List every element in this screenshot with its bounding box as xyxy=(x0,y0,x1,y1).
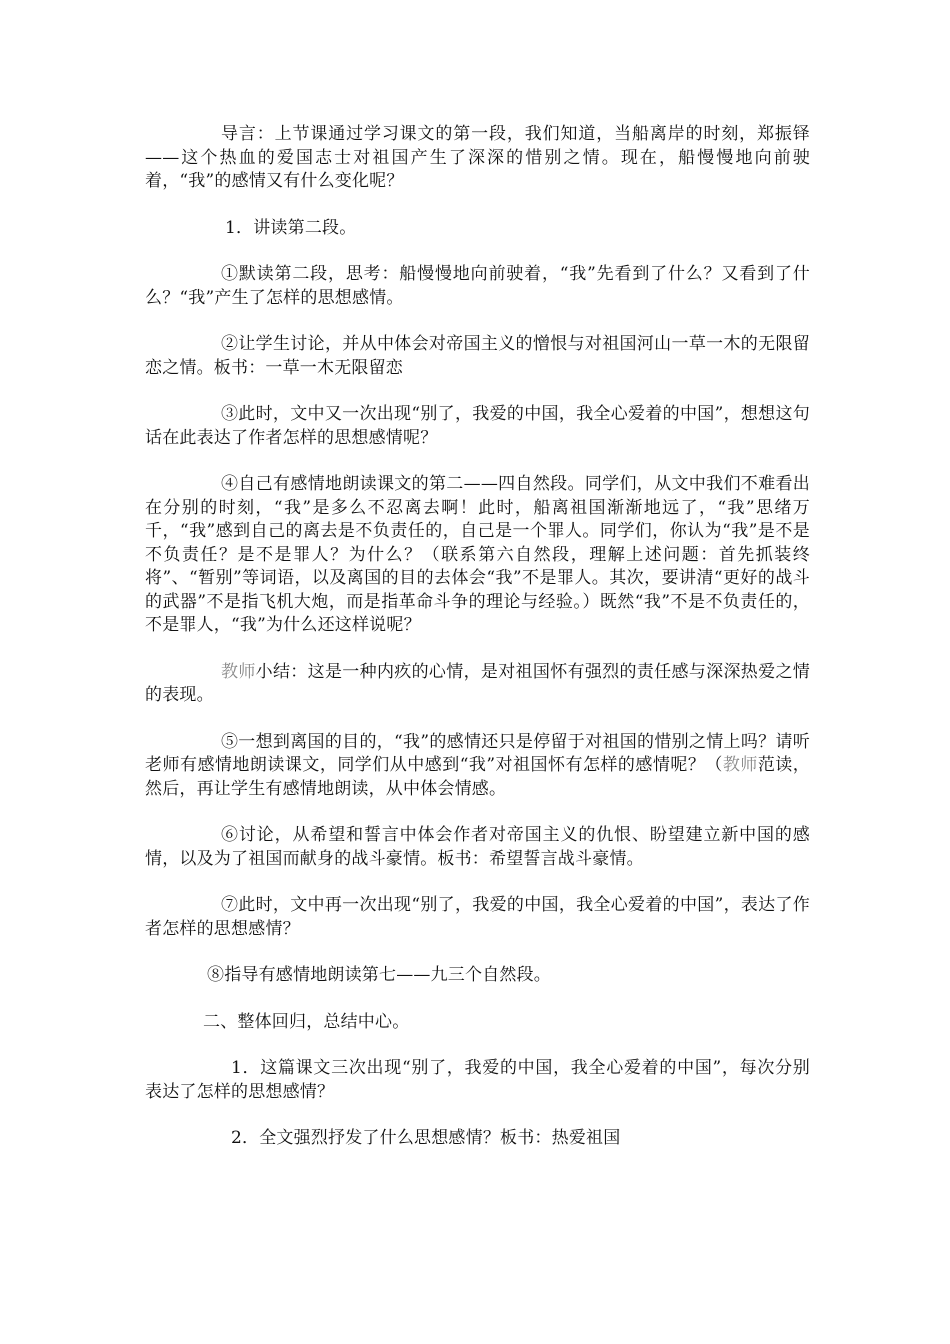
teacher-label: 教师 xyxy=(221,661,256,682)
question-2: 2．全文强烈抒发了什么思想感情？板书：热爱祖国 xyxy=(231,1128,621,1148)
document-body xyxy=(145,123,810,1151)
item-3: ③此时，文中又一次出现“别了，我爱的中国，我全心爱着的中国”，想想这句话在此表达了作者怎样的思想感情呢？ xyxy=(145,404,810,448)
item-7: ⑦此时，文中再一次出现“别了，我爱的中国，我全心爱着的中国”，表达了作者怎样的思想感情？ xyxy=(145,895,810,939)
section-1-title: 1．讲读第二段。 xyxy=(225,217,357,238)
item-5-text-before: ⑤一想到离国的目的，“我”的感情还只是停留于对祖国的惜别之情上吗？请听老师有感情地朗读课文，同学们从中感到“我”对祖国怀有怎样的感情呢？（ xyxy=(145,731,810,775)
item-2: ②让学生讨论，并从中体会对帝国主义的憎恨与对祖国河山一草一木的无限留恋之情。板书：一草一木无限留恋 xyxy=(145,334,810,378)
item-5 xyxy=(145,731,810,802)
item-6: ⑥讨论，从希望和誓言中体会作者对帝国主义的仇恨、盼望建立新中国的感情，以及为了祖国而献身的战斗豪情。板书：希望誓言战斗豪情。 xyxy=(145,825,810,869)
item-4: ④自己有感情地朗读课文的第二——四自然段。同学们，从文中我们不难看出在分别的时刻，“我”是多么不忍离去啊！此时，船离祖国渐渐地远了，“我”思绪万千，“我”感到自己的离去是不负责任的，自己是一个罪人。同学们，你认为“我”是不是不负责任？是不是罪人？为什么？（联系第六自然段，理解上述问题：首先抓装终将”、“暂别”等词语，以及离国的目的去体会“我”不是罪人。其次，要讲清“更好的战斗的武器”不是指飞机大炮，而是指革命斗争的理论与经验。）既然“我”不是不负责任的，不是罪人，“我”为什么还这样说呢？ xyxy=(145,474,810,635)
item-5-text-after: 范读，然后，再让学生有感情地朗读，从中体会情感。 xyxy=(145,755,810,799)
item-1: ①默读第二段，思考：船慢慢地向前驶着，“我”先看到了什么？又看到了什么？“我”产生了怎样的思想感情。 xyxy=(145,264,810,308)
section-2-title: 二、整体回归，总结中心。 xyxy=(203,1011,410,1032)
question-1: 1．这篇课文三次出现“别了，我爱的中国，我全心爱着的中国”，每次分别表达了怎样的思想感情？ xyxy=(145,1058,810,1102)
summary-text: 小结：这是一种内疚的心情，是对祖国怀有强烈的责任感与深深热爱之情的表现。 xyxy=(145,661,810,705)
item-5-teacher-label: 教师 xyxy=(722,755,758,775)
item-8: ⑧指导有感情地朗读第七——九三个自然段。 xyxy=(207,965,551,985)
teacher-summary xyxy=(145,661,810,708)
intro-paragraph: 导言：上节课通过学习课文的第一段，我们知道，当船离岸的时刻，郑振铎——这个热血的爱国志士对祖国产生了深深的惜别之情。现在，船慢慢地向前驶着，“我”的感情又有什么变化呢？ xyxy=(145,124,810,191)
